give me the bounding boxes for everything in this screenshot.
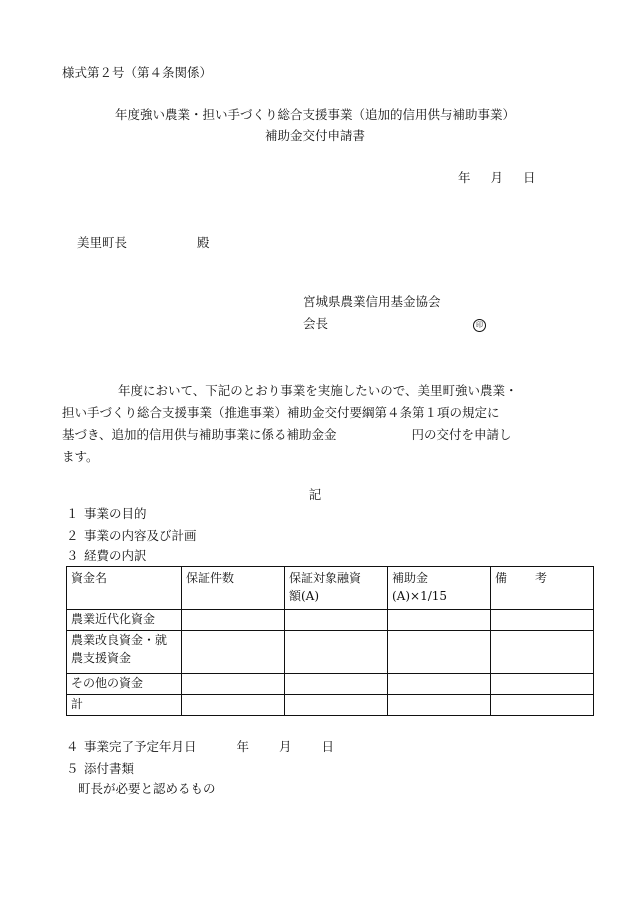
header-guaranteed-amount [285, 567, 388, 610]
table-total-row [67, 695, 594, 716]
header-guarantee-count: 保証件数 [182, 567, 285, 610]
date-month: 月 [490, 170, 504, 185]
body-line-1: 年度において、下記のとおり事業を実施したいので、美里町強い農業・ [118, 383, 518, 398]
header-remarks-char2: 考 [535, 571, 548, 585]
application-date [458, 172, 536, 185]
row-cell [491, 674, 594, 695]
row-fund-name-line2: 農支援資金 [71, 651, 132, 665]
header-guaranteed-amount-line1: 保証対象融資 [289, 571, 362, 585]
table-row [67, 674, 594, 695]
item-2 [66, 530, 197, 543]
item-4-label: 事業完了予定年月日 [84, 739, 197, 754]
item-5-number: ５ [66, 761, 79, 776]
body-line-2: 担い手づくり総合支援事業（推進事業）補助金交付要綱第４条第１項の規定に [62, 405, 500, 420]
row-cell [491, 610, 594, 631]
attachment-note: 町長が必要と認めるもの [78, 781, 216, 796]
item-1 [66, 508, 147, 521]
form-number: 様式第２号（第４条関係） [62, 65, 213, 80]
row-cell [285, 610, 388, 631]
item-3-number: ３ [66, 548, 79, 563]
document-title: 年度強い農業・担い手づくり総合支援事業（追加的信用供与補助事業） [114, 107, 515, 122]
date-day: 日 [523, 170, 536, 185]
item-1-number: １ [66, 506, 79, 521]
body-line-4: ます。 [62, 449, 99, 464]
row-cell [491, 631, 594, 674]
row-cell [182, 695, 285, 716]
row-cell [388, 610, 491, 631]
application-body [62, 380, 562, 468]
date-year: 年 [458, 170, 471, 185]
header-guaranteed-amount-line2: 額(A) [289, 589, 320, 603]
row-cell [182, 674, 285, 695]
item-2-label: 事業の内容及び計画 [84, 528, 197, 543]
applicant-organization: 宮城県農業信用基金協会 [303, 294, 441, 309]
row-cell [491, 695, 594, 716]
item-5 [66, 763, 134, 776]
header-remarks [491, 567, 594, 610]
header-remarks-char1: 備 [495, 571, 508, 585]
row-fund-name [67, 631, 182, 674]
item-5-label: 添付書類 [84, 761, 135, 776]
addressee-honorific: 殿 [197, 235, 210, 250]
row-cell [285, 695, 388, 716]
row-cell [285, 631, 388, 674]
header-subsidy [388, 567, 491, 610]
table-header-row [67, 567, 594, 610]
item-1-label: 事業の目的 [84, 506, 147, 521]
completion-month: 月 [279, 739, 292, 754]
table-row [67, 631, 594, 674]
row-total-label: 計 [67, 695, 182, 716]
seal-icon: 印 [473, 319, 486, 332]
ki-heading: 記 [308, 487, 322, 502]
applicant-title: 会長 [303, 316, 329, 331]
row-fund-name: その他の資金 [67, 674, 182, 695]
row-cell [388, 631, 491, 674]
row-cell [388, 695, 491, 716]
row-fund-name-line1: 農業改良資金・就 [71, 633, 168, 647]
row-cell [285, 674, 388, 695]
document-subtitle: 補助金交付申請書 [264, 128, 365, 143]
item-3-label: 経費の内訳 [84, 548, 147, 563]
addressee [77, 237, 210, 250]
table-row [67, 610, 594, 631]
completion-day: 日 [321, 739, 335, 754]
row-cell [388, 674, 491, 695]
expense-table [66, 566, 594, 716]
header-subsidy-line2: (A)×1/15 [392, 589, 448, 603]
row-cell [182, 631, 285, 674]
item-4 [66, 741, 334, 754]
item-2-number: ２ [66, 528, 79, 543]
header-subsidy-line1: 補助金 [392, 571, 429, 585]
item-4-number: ４ [66, 739, 79, 754]
completion-year: 年 [236, 739, 250, 754]
row-cell [182, 610, 285, 631]
body-line-3: 基づき、追加的信用供与補助事業に係る補助金金 円の交付を申請し [62, 427, 512, 442]
header-fund-name: 資金名 [67, 567, 182, 610]
addressee-name: 美里町長 [77, 235, 128, 250]
row-fund-name: 農業近代化資金 [67, 610, 182, 631]
item-3 [66, 550, 147, 563]
